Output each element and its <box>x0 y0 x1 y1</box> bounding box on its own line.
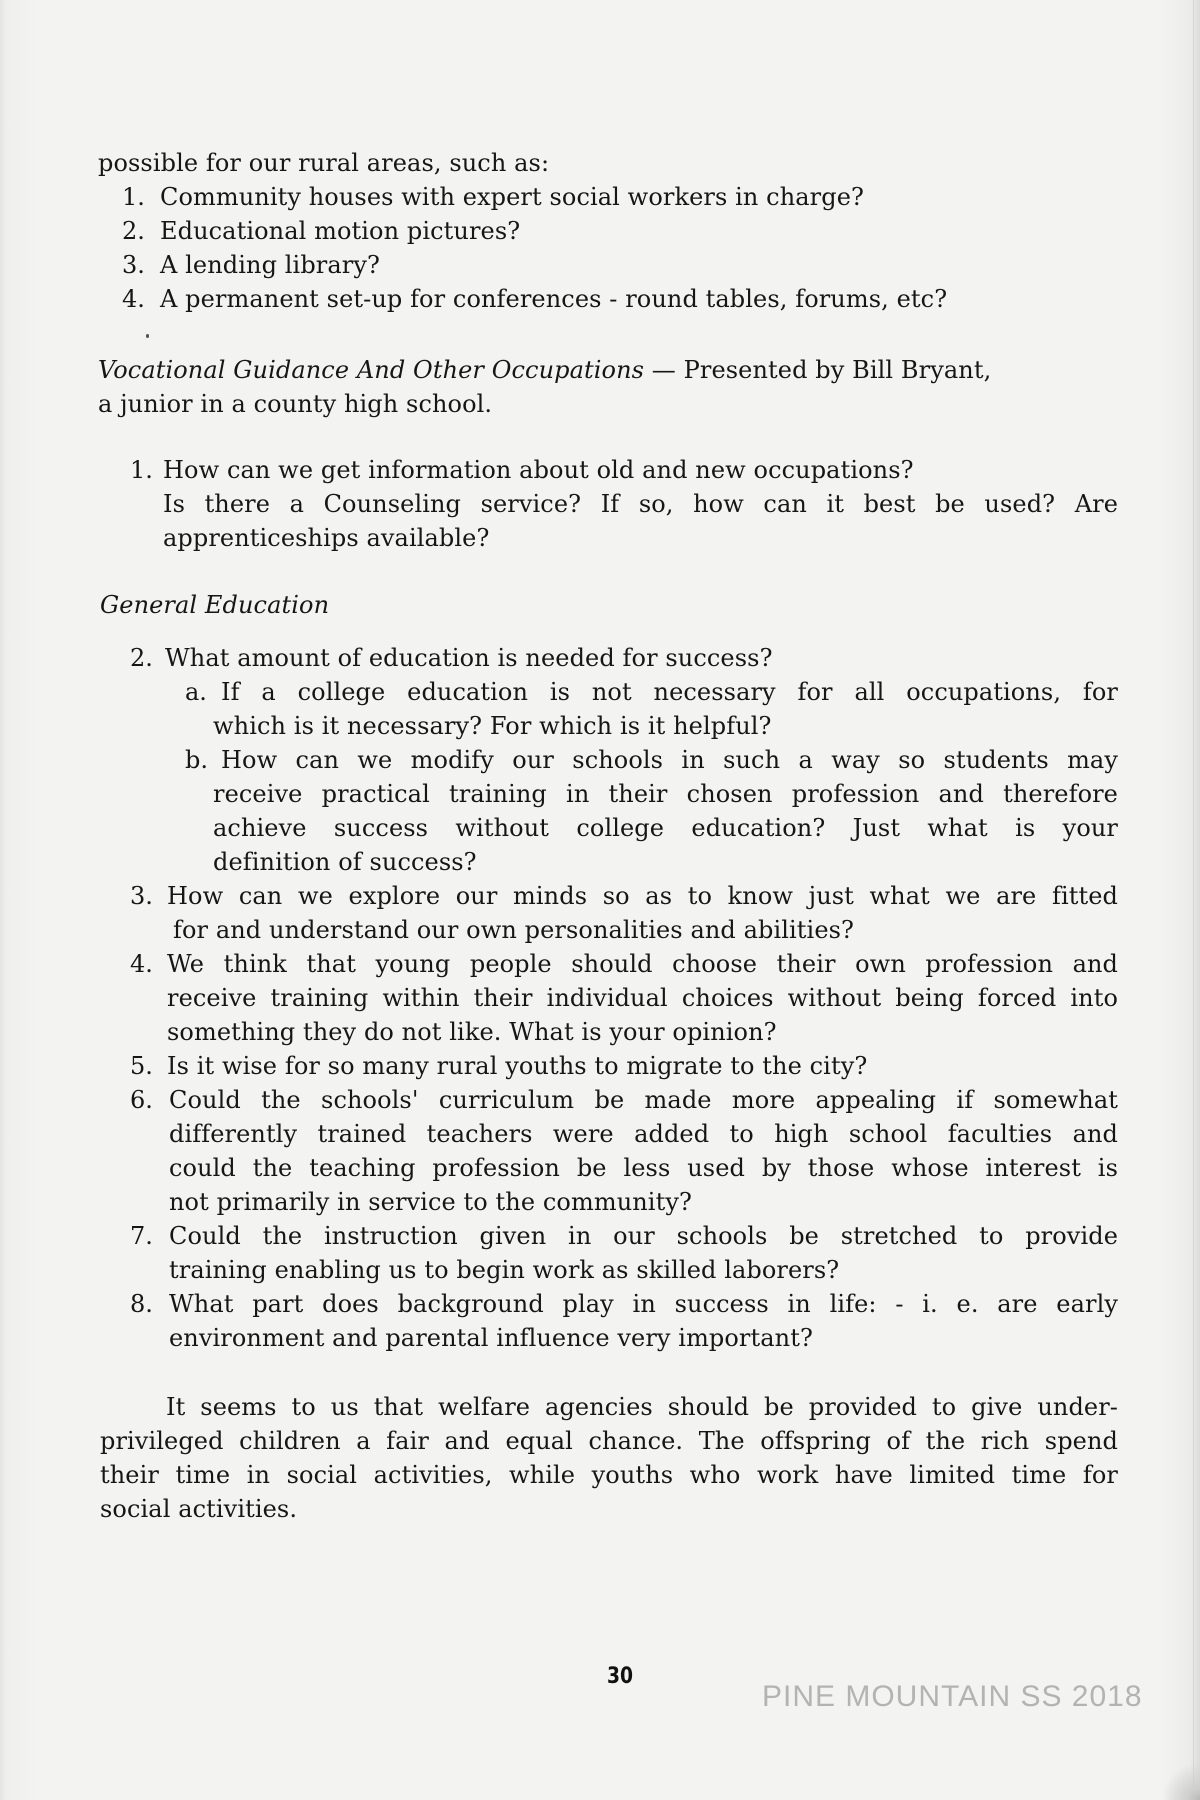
question-line: differently trained teachers were added to high school faculties and <box>169 1120 1118 1148</box>
paragraph-line: their time in social activities, while youths who work have limited time for <box>100 1461 1118 1489</box>
question-line: Could the instruction given in our schools be stretched to provide <box>169 1222 1118 1250</box>
question-line: training enabling us to begin work as skilled laborers? <box>169 1256 840 1284</box>
section-title: Vocational Guidance And Other Occupations <box>98 356 645 384</box>
byline: — Presented by Bill Bryant, <box>644 356 992 384</box>
question-line: could the teaching profession be less used by those whose interest is <box>169 1154 1118 1182</box>
paragraph-line: social activities. <box>100 1495 298 1523</box>
question-line: apprenticeships available? <box>163 524 490 552</box>
question-line: What amount of education is needed for success? <box>165 644 773 672</box>
subitem-line: which is it necessary? For which is it helpful? <box>213 712 772 740</box>
question-number: 6. <box>130 1086 153 1114</box>
question-line: receive training within their individual choices without being forced into <box>167 984 1118 1012</box>
question-line: not primarily in service to the community? <box>169 1188 692 1216</box>
list-number: 4. <box>122 285 145 313</box>
question-number: 8. <box>130 1290 153 1318</box>
question-line: Is there a Counseling service? If so, how can it best be used? Are <box>163 490 1118 518</box>
subitem-line: achieve success without college education? Just what is your <box>213 814 1118 842</box>
question-number: 7. <box>130 1222 153 1250</box>
intro-line: possible for our rural areas, such as: <box>98 149 550 177</box>
list-number: 1. <box>122 183 145 211</box>
subitem-letter: a. <box>185 678 207 706</box>
section-heading-vocational <box>98 353 991 387</box>
byline-continuation: a junior in a county high school. <box>98 390 493 418</box>
subitem-letter: b. <box>185 746 208 774</box>
page-edge <box>1193 0 1194 1800</box>
list-item: A lending library? <box>160 251 380 279</box>
question-line: environment and parental influence very important? <box>169 1324 813 1352</box>
question-line: for and understand our own personalities and abilities? <box>173 916 855 944</box>
paragraph-line: privileged children a fair and equal chance. The offspring of the rich spend <box>100 1427 1118 1455</box>
question-line: We think that young people should choose their own profession and <box>167 950 1118 978</box>
question-line: Is it wise for so many rural youths to migrate to the city? <box>167 1052 868 1080</box>
section-heading-general: General Education <box>100 591 330 619</box>
question-line: something they do not like. What is your opinion? <box>167 1018 777 1046</box>
page-corner-curl <box>1160 1760 1200 1800</box>
question-line: How can we get information about old and new occupations? <box>163 456 914 484</box>
question-line: Could the schools' curriculum be made more appealing if somewhat <box>169 1086 1118 1114</box>
list-item: A permanent set-up for conferences - round tables, forums, etc? <box>160 285 948 313</box>
question-number: 2. <box>130 644 153 672</box>
subitem-line: How can we modify our schools in such a way so students may <box>221 746 1118 774</box>
question-line: How can we explore our minds so as to know just what we are fitted <box>167 882 1118 910</box>
scan-speck <box>146 334 149 338</box>
list-item: Community houses with expert social workers in charge? <box>160 183 864 211</box>
question-number: 5. <box>130 1052 153 1080</box>
subitem-line: receive practical training in their chosen profession and therefore <box>213 780 1118 808</box>
subitem-line: definition of success? <box>213 848 477 876</box>
question-number: 1. <box>130 456 153 484</box>
question-line: What part does background play in success in life: - i. e. are early <box>169 1290 1118 1318</box>
list-number: 2. <box>122 217 145 245</box>
question-number: 4. <box>130 950 153 978</box>
list-item: Educational motion pictures? <box>160 217 521 245</box>
list-number: 3. <box>122 251 145 279</box>
paragraph-line: It seems to us that welfare agencies should be provided to give under- <box>166 1393 1118 1421</box>
watermark: PINE MOUNTAIN SS 2018 <box>762 1680 1143 1713</box>
page-number: 30 <box>606 1664 634 1689</box>
question-number: 3. <box>130 882 153 910</box>
subitem-line: If a college education is not necessary for all occupations, for <box>221 678 1118 706</box>
